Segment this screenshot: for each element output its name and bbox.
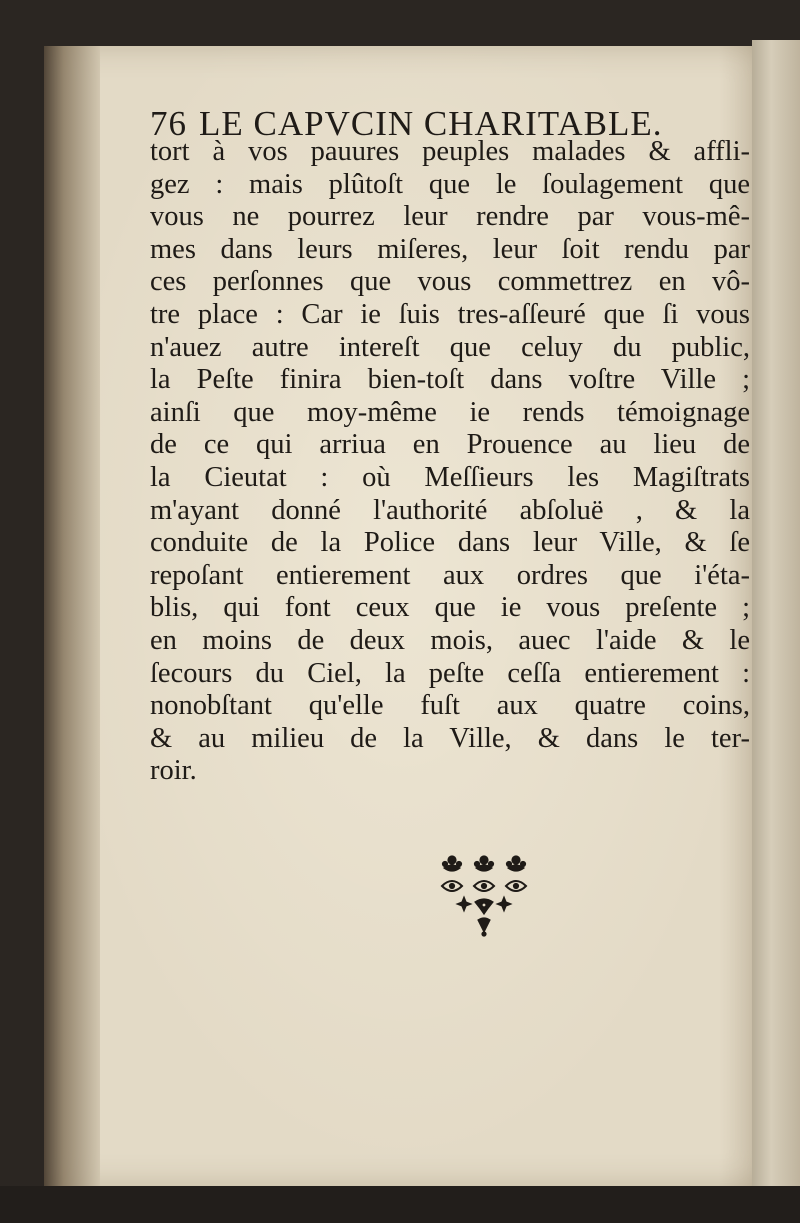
text-line: nonobſtant qu'elle fuſt aux quatre coins, (150, 690, 750, 722)
text-line: ainſi que moy-même ie rends témoignage (150, 396, 750, 428)
text-line: & au milieu de la Ville, & dans le ter- (150, 722, 750, 754)
scan-border (0, 1186, 800, 1223)
page-number: 76 (150, 104, 187, 143)
text-line: repoſant entierement aux ordres que i'éta- (150, 559, 750, 591)
text-line: gez : mais plûtoſt que le ſoulagement que (150, 168, 750, 200)
text-line: tort à vos pauures peuples malades & affli- (150, 136, 750, 167)
text-line: mes dans leurs miſeres, leur ſoit rendu par (150, 233, 750, 265)
page-gutter (44, 46, 100, 1186)
text-line: conduite de la Police dans leur Ville, & ſe (150, 527, 750, 559)
text-line: ſecours du Ciel, la peſte ceſſa entierement : (150, 657, 750, 689)
running-title: LE CAPVCIN CHARITABLE. (199, 104, 663, 143)
text-line: ces perſonnes que vous commettrez en vô- (150, 266, 750, 298)
text-line: vous ne pourrez leur rendre par vous-mê- (150, 201, 750, 233)
text-line: la Cieutat : où Meſſieurs les Magiſtrats (150, 461, 750, 493)
text-line: en moins de deux mois, auec l'aide & le (150, 624, 750, 656)
text-line: de ce qui arriua en Prouence au lieu de (150, 429, 750, 461)
adjacent-page-edge (752, 40, 800, 1190)
text-line: tre place : Car ie ſuis tres-aſſeuré que ſi vous (150, 298, 750, 330)
fleuron-ornament-icon (436, 852, 532, 938)
text-line: roir. (150, 755, 197, 787)
text-line: m'ayant donné l'authorité abſoluë , & la (150, 494, 750, 526)
text-line: la Peſte finira bien-toſt dans voſtre Ville ; (150, 364, 750, 396)
text-line: n'auez autre intereſt que celuy du public, (150, 331, 750, 363)
body-text (150, 136, 750, 788)
text-line: blis, qui font ceux que ie vous preſente ; (150, 592, 750, 624)
